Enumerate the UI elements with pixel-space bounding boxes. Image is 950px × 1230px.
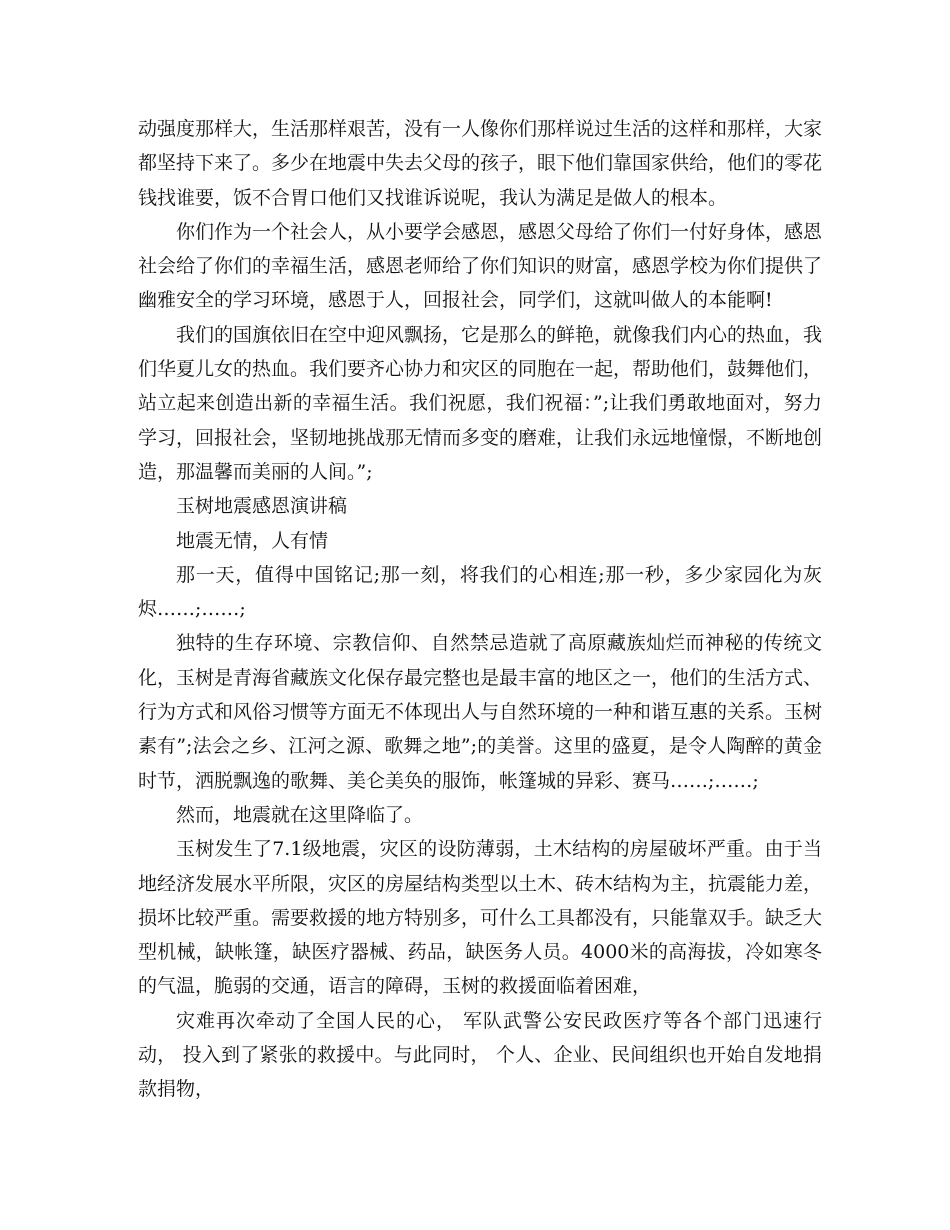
paragraph: 我们的国旗依旧在空中迎风飘扬，它是那么的鲜艳，就像我们内心的热血，我们华夏儿女的热血。我们要齐心协力和灾区的同胞在一起，帮助他们，鼓舞他们，站立起来创造出新的幸福生活。我们祝愿，我们祝福：”;让我们勇敢地面对，努力学习，回报社会，坚韧地挑战那无情而多变的磨难，让我们永远地憧憬，不断地创造，那温馨而美丽的人间。”; [138,323,823,483]
section-title: 玉树地震感恩演讲稿 [176,495,348,518]
paragraph: 你们作为一个社会人，从小要学会感恩，感恩父母给了你们一付好身体，感恩社会给了你们的幸福生活，感恩老师给了你们知识的财富，感恩学校为你们提供了幽雅安全的学习环境，感恩于人，回报社会，同学们，这就叫做人的本能啊! [138,220,823,312]
paragraph: 玉树发生了7.1级地震，灾区的设防薄弱，土木结构的房屋破坏严重。由于当地经济发展水平所限，灾区的房屋结构类型以土木、砖木结构为主，抗震能力差，损坏比较严重。需要救援的地方特别多，可什么工具都没有，只能靠双手。缺乏大型机械，缺帐篷，缺医疗器械、药品，缺医务人员。4000米的高海拔，冷如寒冬的气温，脆弱的交通，语言的障碍，玉树的救援面临着困难， [138,838,823,998]
paragraph: 然而，地震就在这里降临了。 [176,803,424,826]
paragraph: 独特的生存环境、宗教信仰、自然禁忌造就了高原藏族灿烂而神秘的传统文化，玉树是青海省藏族文化保存最完整也是最丰富的地区之一，他们的生活方式、行为方式和风俗习惯等方面无不体现出人与自然环境的一种和谐互惠的关系。玉树素有”;法会之乡、江河之源、歌舞之地”;的美誉。这里的盛夏，是令人陶醉的黄金时节，洒脱飘逸的歌舞、美仑美奂的服饰，帐篷城的异彩、赛马……;……; [138,632,823,792]
paragraph: 那一天，值得中国铭记;那一刻，将我们的心相连;那一秒，多少家园化为灰烬……;……; [138,563,822,621]
paragraph: 灾难再次牵动了全国人民的心， 军队武警公安民政医疗等各个部门迅速行动， 投入到了紧张的救援中。与此同时， 个人、企业、民间组织也开始自发地捐款捐物， [138,1009,822,1101]
paragraph: 动强度那样大，生活那样艰苦，没有一人像你们那样说过生活的这样和那样，大家都坚持下来了。多少在地震中失去父母的孩子，眼下他们靠国家供给，他们的零花钱找谁要，饭不合胃口他们又找谁诉说呢，我认为满足是做人的根本。 [138,118,823,209]
subtitle: 地震无情，人有情 [176,529,329,552]
document-page [138,112,822,1107]
